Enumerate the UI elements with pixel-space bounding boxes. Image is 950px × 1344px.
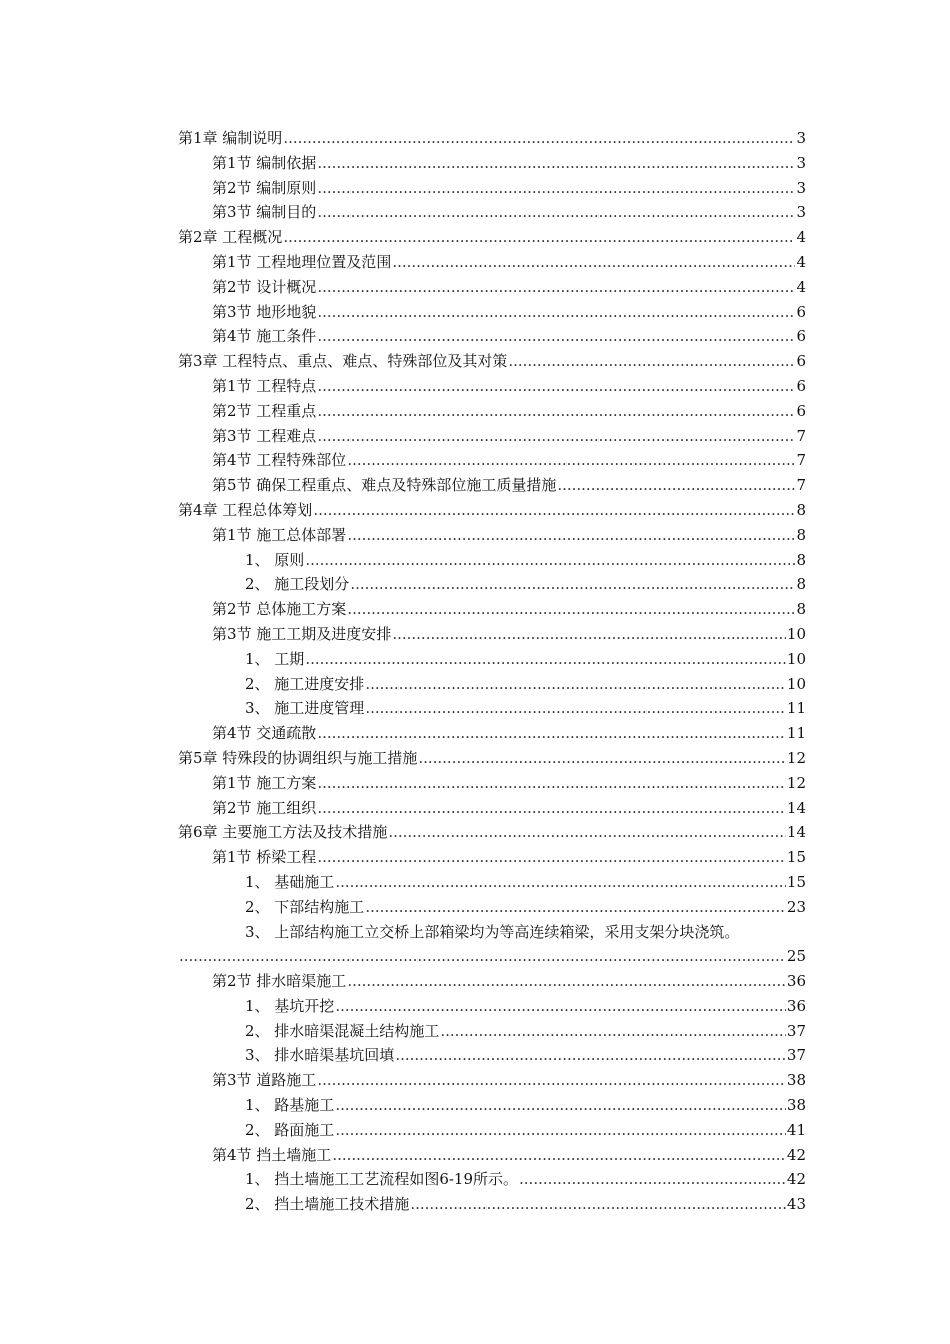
toc-dot-leader (350, 572, 795, 597)
toc-page-number: 10 (786, 649, 806, 668)
toc-chapter-entry[interactable] (178, 126, 806, 151)
toc-entry-label: 2、 挡土墙施工技术措施 (245, 1195, 410, 1214)
toc-entry-label: 第4章 工程总体筹划 (178, 500, 313, 519)
toc-entry-label: 1、 基坑开挖 (245, 996, 335, 1015)
toc-page-number: 11 (786, 699, 806, 718)
toc-dot-leader (179, 944, 786, 969)
toc-dot-leader (317, 771, 786, 796)
toc-dot-leader (395, 1043, 786, 1068)
toc-entry-label: 第6章 主要施工方法及技术措施 (178, 823, 388, 842)
toc-section-entry[interactable] (178, 523, 806, 548)
toc-entry-label: 第2节 排水暗渠施工 (212, 972, 347, 991)
toc-page-number: 41 (786, 1120, 806, 1139)
toc-page-number: 42 (786, 1145, 806, 1164)
toc-entry-label: 第5章 特殊段的协调组织与施工措施 (178, 748, 418, 767)
toc-entry-label: 2、 排水暗渠混凝土结构施工 (245, 1021, 440, 1040)
toc-dot-leader (317, 151, 795, 176)
toc-entry-label: 第3节 编制目的 (212, 203, 317, 222)
toc-entry-label: 2、 路面施工 (245, 1120, 335, 1139)
toc-entry-label: 1、 原则 (245, 550, 305, 569)
toc-dot-leader (392, 250, 795, 275)
toc-section-entry[interactable] (178, 597, 806, 622)
toc-page-number: 4 (796, 277, 806, 296)
toc-chapter-entry[interactable] (178, 498, 806, 523)
toc-page-number: 6 (796, 401, 806, 420)
toc-dot-leader (365, 672, 786, 697)
toc-entry-label: 第2节 工程重点 (212, 401, 317, 420)
toc-page-number: 6 (796, 327, 806, 346)
toc-page-number: 8 (796, 525, 806, 544)
toc-entry-label: 第4节 工程特殊部位 (212, 451, 347, 470)
toc-dot-leader (283, 225, 795, 250)
toc-subsection-entry[interactable] (178, 1019, 806, 1044)
toc-dot-leader (317, 324, 795, 349)
toc-entry-label: 1、 路基施工 (245, 1096, 335, 1115)
toc-section-entry[interactable] (178, 399, 806, 424)
toc-section-entry[interactable] (178, 622, 806, 647)
toc-dot-leader (317, 374, 795, 399)
toc-dot-leader (347, 448, 795, 473)
toc-section-entry[interactable] (178, 324, 806, 349)
toc-page-number: 36 (786, 996, 806, 1015)
toc-entry-label: 3、 上部结构施工立交桥上部箱梁均为等高连续箱梁，采用支架分块浇筑。 (245, 922, 740, 941)
toc-dot-leader (317, 275, 795, 300)
toc-dot-leader (317, 845, 786, 870)
toc-entry-label: 第5节 确保工程重点、难点及特殊部位施工质量措施 (212, 476, 557, 495)
toc-subsection-entry[interactable] (178, 1093, 806, 1118)
toc-dot-leader (557, 473, 795, 498)
toc-entry-label: 第1节 工程特点 (212, 376, 317, 395)
toc-section-entry[interactable] (178, 151, 806, 176)
toc-dot-leader (347, 597, 795, 622)
toc-section-entry[interactable] (178, 1068, 806, 1093)
toc-page-number: 6 (796, 352, 806, 371)
toc-dot-leader (335, 994, 786, 1019)
toc-entry-label: 1、 挡土墙施工工艺流程如图6-19所示。 (245, 1170, 519, 1189)
toc-page-number: 25 (786, 947, 806, 966)
toc-dot-leader (335, 1093, 786, 1118)
toc-dot-leader (410, 1192, 786, 1217)
toc-dot-leader (440, 1019, 786, 1044)
toc-dot-leader (508, 349, 795, 374)
toc-entry-label: 3、 施工进度管理 (245, 699, 365, 718)
toc-section-entry[interactable] (178, 845, 806, 870)
toc-dot-leader (317, 424, 795, 449)
toc-entry-label: 第3节 道路施工 (212, 1071, 317, 1090)
toc-dot-leader (347, 969, 786, 994)
toc-page-number: 3 (796, 129, 806, 147)
toc-entry-label: 第1节 编制依据 (212, 153, 317, 172)
toc-dot-leader (365, 696, 786, 721)
toc-dot-leader (519, 1167, 786, 1192)
toc-entry-label: 3、 排水暗渠基坑回填 (245, 1046, 395, 1065)
toc-entry-label: 第1节 施工总体部署 (212, 525, 347, 544)
toc-entry-label: 第2节 设计概况 (212, 277, 317, 296)
toc-entry-label: 第1节 工程地理位置及范围 (212, 252, 392, 271)
toc-entry-label: 2、 下部结构施工 (245, 897, 365, 916)
toc-page-number: 14 (786, 823, 806, 842)
toc-chapter-entry[interactable] (178, 820, 806, 845)
toc-chapter-entry[interactable] (178, 225, 806, 250)
toc-page-number: 36 (786, 972, 806, 991)
toc-entry-label: 第3节 施工工期及进度安排 (212, 624, 392, 643)
toc-dot-leader (305, 548, 795, 573)
toc-section-entry[interactable] (178, 771, 806, 796)
toc-page-number: 38 (786, 1096, 806, 1115)
toc-page-number: 3 (796, 153, 806, 172)
toc-subsection-entry[interactable] (178, 572, 806, 597)
toc-page-number: 7 (796, 451, 806, 470)
toc-entry-label: 1、 工期 (245, 649, 305, 668)
toc-page-number: 15 (786, 848, 806, 867)
toc-entry[interactable] (178, 920, 806, 970)
toc-dot-leader (332, 1143, 786, 1168)
toc-page-number: 14 (786, 798, 806, 817)
toc-page-number: 4 (796, 252, 806, 271)
toc-page-number: 23 (786, 897, 806, 916)
toc-section-entry[interactable] (178, 200, 806, 225)
toc-subsection-entry[interactable] (178, 895, 806, 920)
toc-entry-label: 第4节 挡土墙施工 (212, 1145, 332, 1164)
toc-dot-leader (347, 523, 795, 548)
toc-entry-label: 第2节 总体施工方案 (212, 600, 347, 619)
toc-entry-label: 第3节 工程难点 (212, 426, 317, 445)
toc-section-entry[interactable] (178, 275, 806, 300)
toc-page-number: 12 (786, 748, 806, 767)
toc-dot-leader (388, 820, 786, 845)
toc-entry-label: 第2章 工程概况 (178, 228, 283, 247)
toc-entry-label: 第2节 编制原则 (212, 178, 317, 197)
toc-dot-leader (335, 870, 786, 895)
toc-page-number: 6 (796, 302, 806, 321)
toc-page-number: 7 (796, 426, 806, 445)
toc-section-entry[interactable] (178, 424, 806, 449)
toc-dot-leader (283, 126, 795, 151)
toc-entry-label: 第1节 桥梁工程 (212, 848, 317, 867)
toc-section-entry[interactable] (178, 721, 806, 746)
toc-entry-label: 2、 施工段划分 (245, 575, 350, 594)
toc-page-number: 12 (786, 773, 806, 792)
toc-dot-leader (317, 176, 795, 201)
toc-page-number: 37 (786, 1021, 806, 1040)
toc-entry-label: 1、 基础施工 (245, 872, 335, 891)
toc-entry-label: 第1节 施工方案 (212, 773, 317, 792)
toc-section-entry[interactable] (178, 374, 806, 399)
toc-page-number: 6 (796, 376, 806, 395)
toc-section-entry[interactable] (178, 1143, 806, 1168)
toc-subsection-entry[interactable] (178, 696, 806, 721)
toc-page-number: 43 (786, 1195, 806, 1214)
toc-dot-leader (335, 1118, 786, 1143)
toc-page-number: 8 (796, 575, 806, 594)
toc-section-entry[interactable] (178, 300, 806, 325)
toc-page-number: 3 (796, 203, 806, 222)
toc-subsection-entry[interactable] (178, 1192, 806, 1217)
toc-dot-leader (317, 200, 795, 225)
toc-dot-leader (418, 746, 786, 771)
toc-page-number: 10 (786, 624, 806, 643)
toc-dot-leader (313, 498, 795, 523)
toc-chapter-entry[interactable] (178, 746, 806, 771)
toc-section-entry[interactable] (178, 176, 806, 201)
toc-page-number: 3 (796, 178, 806, 197)
toc-section-entry[interactable] (178, 250, 806, 275)
toc-entry-label: 第4节 交通疏散 (212, 724, 317, 743)
toc-dot-leader (317, 399, 795, 424)
toc-entry-label: 第1章 编制说明 (178, 129, 283, 147)
toc-page-number: 8 (796, 600, 806, 619)
toc-page-number: 37 (786, 1046, 806, 1065)
toc-section-entry[interactable] (178, 796, 806, 821)
toc-entry-label: 第3节 地形地貌 (212, 302, 317, 321)
toc-page-number: 4 (796, 228, 806, 247)
toc-page-number: 8 (796, 550, 806, 569)
toc-dot-leader (305, 647, 786, 672)
toc-dot-leader (392, 622, 786, 647)
toc-dot-leader (317, 721, 786, 746)
toc-section-entry[interactable] (178, 448, 806, 473)
toc-dot-leader (365, 895, 786, 920)
toc-entry-label: 第4节 施工条件 (212, 327, 317, 346)
toc-page-number: 38 (786, 1071, 806, 1090)
toc-page-number: 15 (786, 872, 806, 891)
toc-subsection-entry[interactable] (178, 548, 806, 573)
toc-entry-label: 2、 施工进度安排 (245, 674, 365, 693)
toc-subsection-entry[interactable] (178, 1043, 806, 1068)
toc-chapter-entry[interactable] (178, 349, 806, 374)
toc-page-number: 8 (796, 500, 806, 519)
toc-dot-leader (317, 300, 795, 325)
toc-subsection-entry[interactable] (178, 647, 806, 672)
toc-page-number: 42 (786, 1170, 806, 1189)
toc-page-number: 7 (796, 476, 806, 495)
toc-section-entry[interactable] (178, 969, 806, 994)
toc-dot-leader (317, 1068, 786, 1093)
toc-subsection-entry[interactable] (178, 672, 806, 697)
toc-subsection-entry[interactable] (178, 1118, 806, 1143)
toc-subsection-entry[interactable] (178, 870, 806, 895)
toc-page-number: 11 (786, 724, 806, 743)
toc-subsection-entry[interactable] (178, 1167, 806, 1192)
table-of-contents (178, 126, 806, 1217)
toc-entry-label: 第2节 施工组织 (212, 798, 317, 817)
toc-entry-label: 第3章 工程特点、重点、难点、特殊部位及其对策 (178, 352, 508, 371)
toc-dot-leader (317, 796, 786, 821)
toc-page-number: 10 (786, 674, 806, 693)
toc-section-entry[interactable] (178, 473, 806, 498)
toc-subsection-entry[interactable] (178, 994, 806, 1019)
